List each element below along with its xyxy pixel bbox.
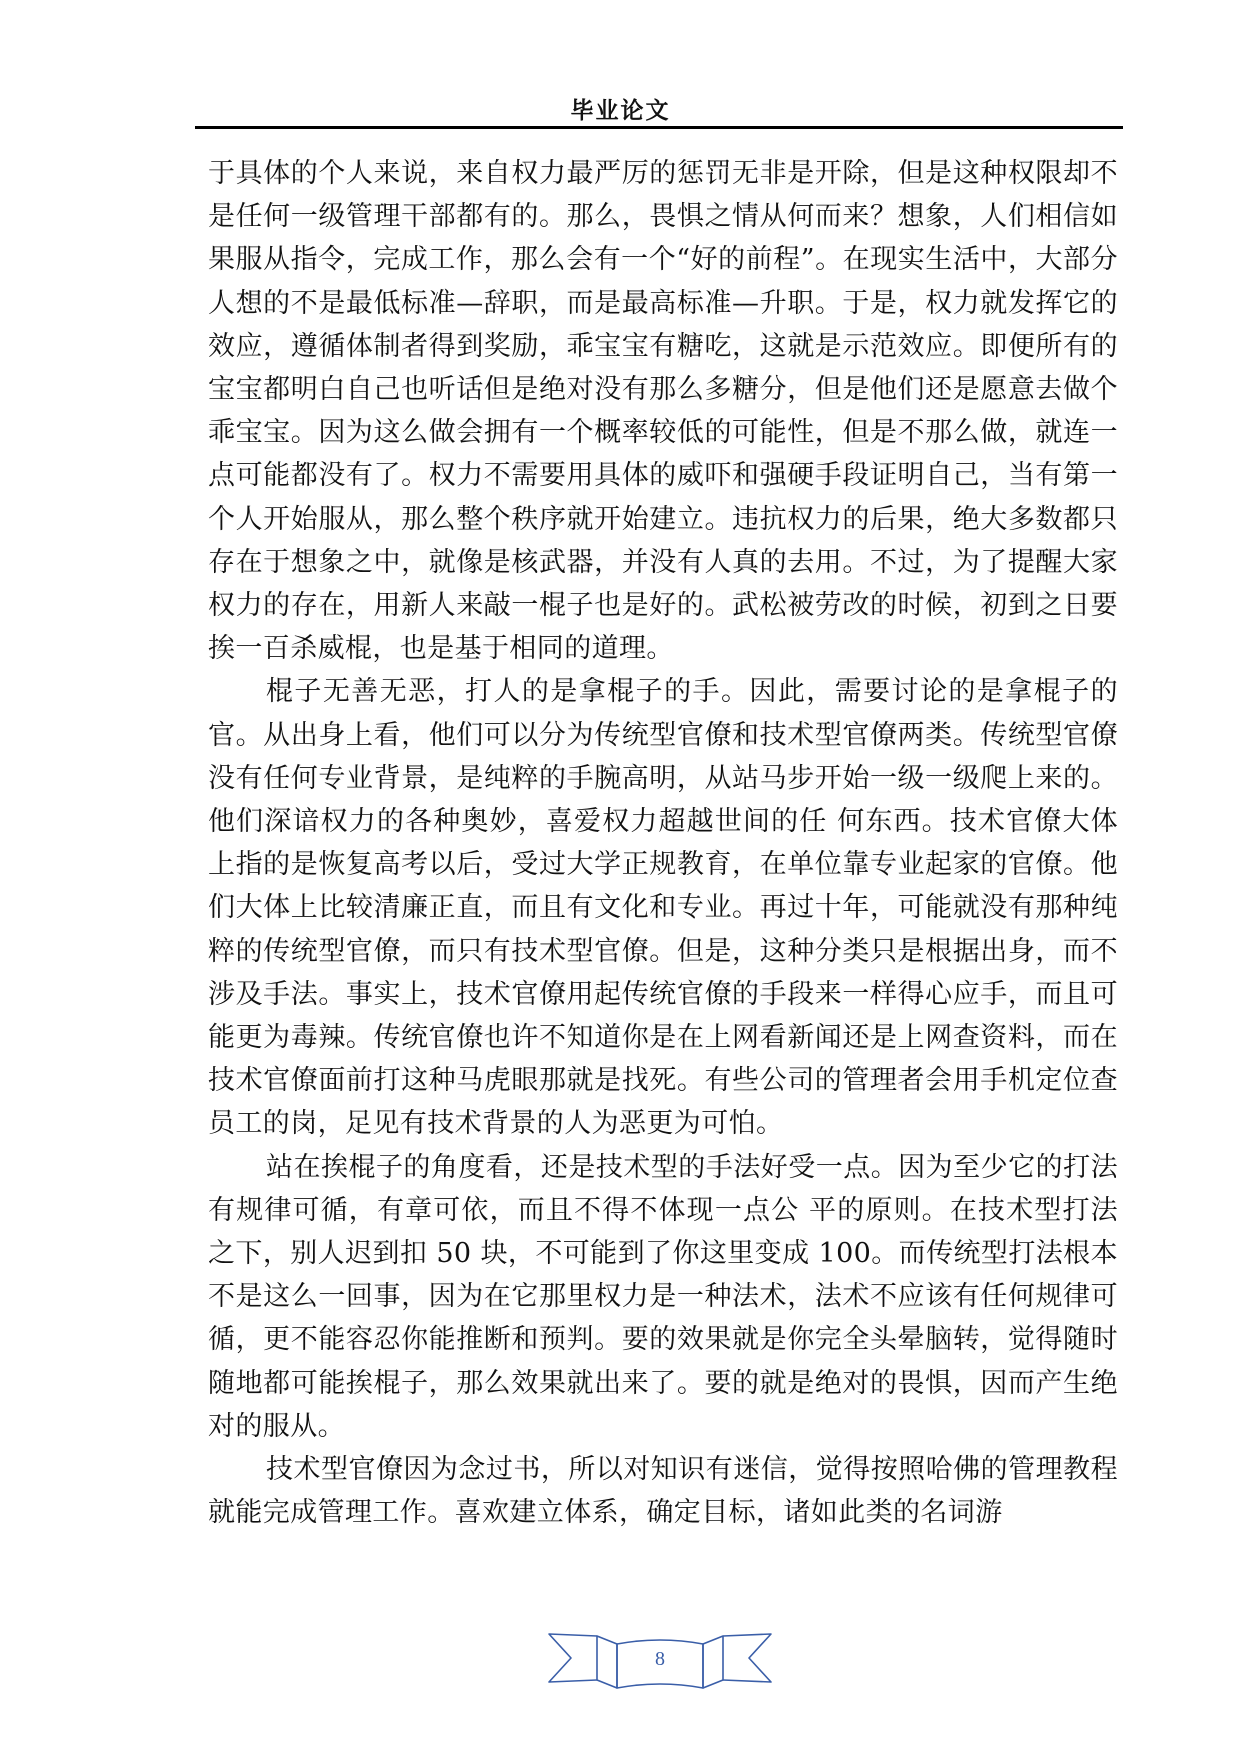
paragraph-1: 于具体的个人来说，来自权力最严厉的惩罚无非是开除，但是这种权限却不是任何一级管理干部都有的。那么，畏惧之情从何而来？想象，人们相信如果服从指令，完成工作，那么会有一个“好的前程”。在现实生活中，大部分人想的不是最低标准—辞职，而是最高标准—升职。于是，权力就发挥它的效应，遵循体制者得到奖励，乖宝宝有糖吃，这就是示范效应。即便所有的宝宝都明白自己也听话但是绝对没有那么多糖分，但是他们还是愿意去做个乖宝宝。因为这么做会拥有一个概率较低的可能性，但是不那么做，就连一点可能都没有了。权力不需要用具体的威吓和强硬手段证明自己，当有第一个人开始服从，那么整个秩序就开始建立。违抗权力的后果，绝大多数都只存在于想象之中，就像是核武器，并没有人真的去用。不过，为了提醒大家权力的存在，用新人来敲一棍子也是好的。武松被劳改的时候，初到之日要挨一百杀威棍，也是基于相同的道理。 [208, 158, 1118, 665]
body-text [208, 152, 1118, 1535]
header-rule [195, 126, 1123, 129]
header-title: 毕业论文 [570, 98, 671, 124]
page-footer [545, 1618, 775, 1696]
paragraph-4: 技术型官僚因为念过书，所以对知识有迷信，觉得按照哈佛的管理教程就能完成管理工作。喜欢建立体系，确定目标，诸如此类的名词游 [208, 1454, 1118, 1529]
paragraph-3: 站在挨棍子的角度看，还是技术型的手法好受一点。因为至少它的打法有规律可循，有章可依，而且不得不体现一点公 平的原则。在技术型打法之下，别人迟到扣 50 块，不可能到了你这里变成 100。而传统型打法根本不是这么一回事，因为在它那里权力是一种法术，法术不应该有任何规律可循，更不能容忍你能推断和预判。要的效果就是你完全头晕脑转，觉得随时随地都可能挨棍子，那么效果就出来了。要的就是绝对的畏惧，因而产生绝 对的服从。 [208, 1151, 1118, 1442]
page-number: 8 [655, 1648, 665, 1670]
paragraph-2: 棍子无善无恶，打人的是拿棍子的手。因此，需要讨论的是拿棍子的官。从出身上看，他们可以分为传统型官僚和技术型官僚两类。传统型官僚没有任何专业背景，是纯粹的手腕高明，从站马步开始一级一级爬上来的。他们深谙权力的各种奥妙，喜爱权力超越世间的任 何东西。技术官僚大体上指的是恢复高考以后，受过大学正规教育，在单位靠专业起家的官僚。他们大体上比较清廉正直，而且有文化和专业。再过十年，可能就没有那种纯粹的传统型官僚，而只有技术型官僚。但是，这种分类只是根据出身，而不涉及手法。事实上，技术官僚用起传统官僚的手段来一样得心应手，而且可能更为毒辣。传统官僚也许不知道你是在上网看新闻还是上网查资料，而在技术官僚面前打这种马虎眼那就是找死。有些公司的管理者会用手机定位查员工的岗，足见有技术背景的人为恶更为可怕。 [208, 676, 1118, 1140]
